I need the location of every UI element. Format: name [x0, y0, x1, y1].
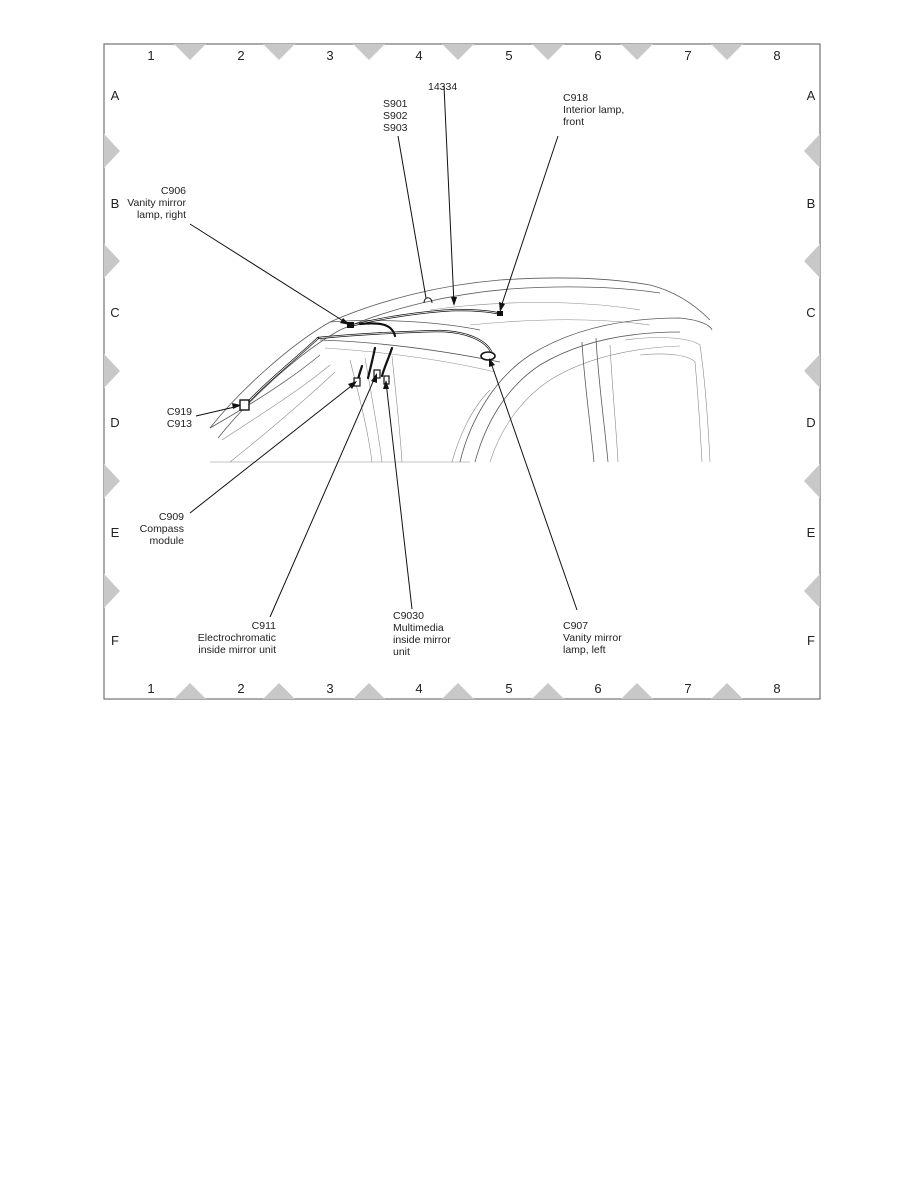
callout-line: S903: [383, 122, 408, 134]
grid-row-label: D: [806, 415, 816, 430]
callout-line: lamp, right: [136, 209, 186, 221]
grid-col-label: 2: [237, 681, 245, 696]
grid-col-label: 5: [505, 48, 513, 63]
callout-harness: [428, 81, 457, 93]
grid-col-label: 6: [594, 48, 602, 63]
grid-row-label: C: [110, 305, 120, 320]
callout-splices: [383, 98, 408, 134]
callout-line: inside mirror: [393, 634, 451, 646]
callout-line: Compass: [139, 523, 184, 535]
grid-col-label: 7: [684, 681, 692, 696]
grid-row-label: B: [110, 196, 120, 211]
callout-line: module: [149, 535, 184, 547]
grid-col-label: 1: [147, 681, 155, 696]
grid-col-label: 4: [415, 48, 423, 63]
grid-row-label: C: [806, 305, 816, 320]
callout-line: C907: [563, 620, 589, 632]
connector-c906: [347, 322, 354, 328]
callout-line: C909: [158, 511, 184, 523]
grid-col-label: 4: [415, 681, 423, 696]
grid-row-label: F: [111, 633, 119, 648]
grid-row-label: A: [806, 88, 816, 103]
callout-line: Electrochromatic: [197, 632, 276, 644]
grid-col-label: 6: [594, 681, 602, 696]
grid-col-label: 5: [505, 681, 513, 696]
connector-c919-c913: [240, 400, 249, 410]
callout-line: Vanity mirror: [127, 197, 186, 209]
grid-col-label: 2: [237, 48, 245, 63]
callout-line: S901: [383, 98, 408, 110]
callout-line: C911: [251, 620, 276, 632]
callout-line: unit: [393, 646, 410, 658]
grid-row-label: E: [806, 525, 816, 540]
grid-row-label: D: [110, 415, 120, 430]
grid-row-label: F: [807, 633, 815, 648]
grid-row-label: B: [806, 196, 816, 211]
callout-c919-c913: [167, 406, 192, 430]
callout-line: Interior lamp,: [563, 104, 625, 116]
callout-line: C919: [166, 406, 192, 418]
diagram-frame: [104, 44, 820, 699]
callout-line: C9030: [393, 610, 424, 622]
callout-line: 14334: [428, 81, 458, 93]
callout-line: inside mirror unit: [198, 644, 276, 656]
grid-col-label: 8: [773, 48, 781, 63]
grid-col-label: 3: [326, 681, 334, 696]
callout-line: Multimedia: [393, 622, 444, 634]
grid-row-label: E: [110, 525, 120, 540]
callout-line: C918: [563, 92, 589, 104]
callout-line: C906: [160, 185, 186, 197]
callout-line: front: [563, 116, 585, 128]
connector-c907: [481, 352, 495, 360]
callout-line: lamp, left: [563, 644, 606, 656]
grid-row-label: A: [110, 88, 120, 103]
callout-line: S902: [383, 110, 408, 122]
grid-col-label: 1: [147, 48, 155, 63]
grid-col-label: 7: [684, 48, 692, 63]
grid-col-label: 3: [326, 48, 334, 63]
grid-col-label: 8: [773, 681, 781, 696]
callout-line: Vanity mirror: [563, 632, 622, 644]
callout-line: C913: [166, 418, 192, 430]
